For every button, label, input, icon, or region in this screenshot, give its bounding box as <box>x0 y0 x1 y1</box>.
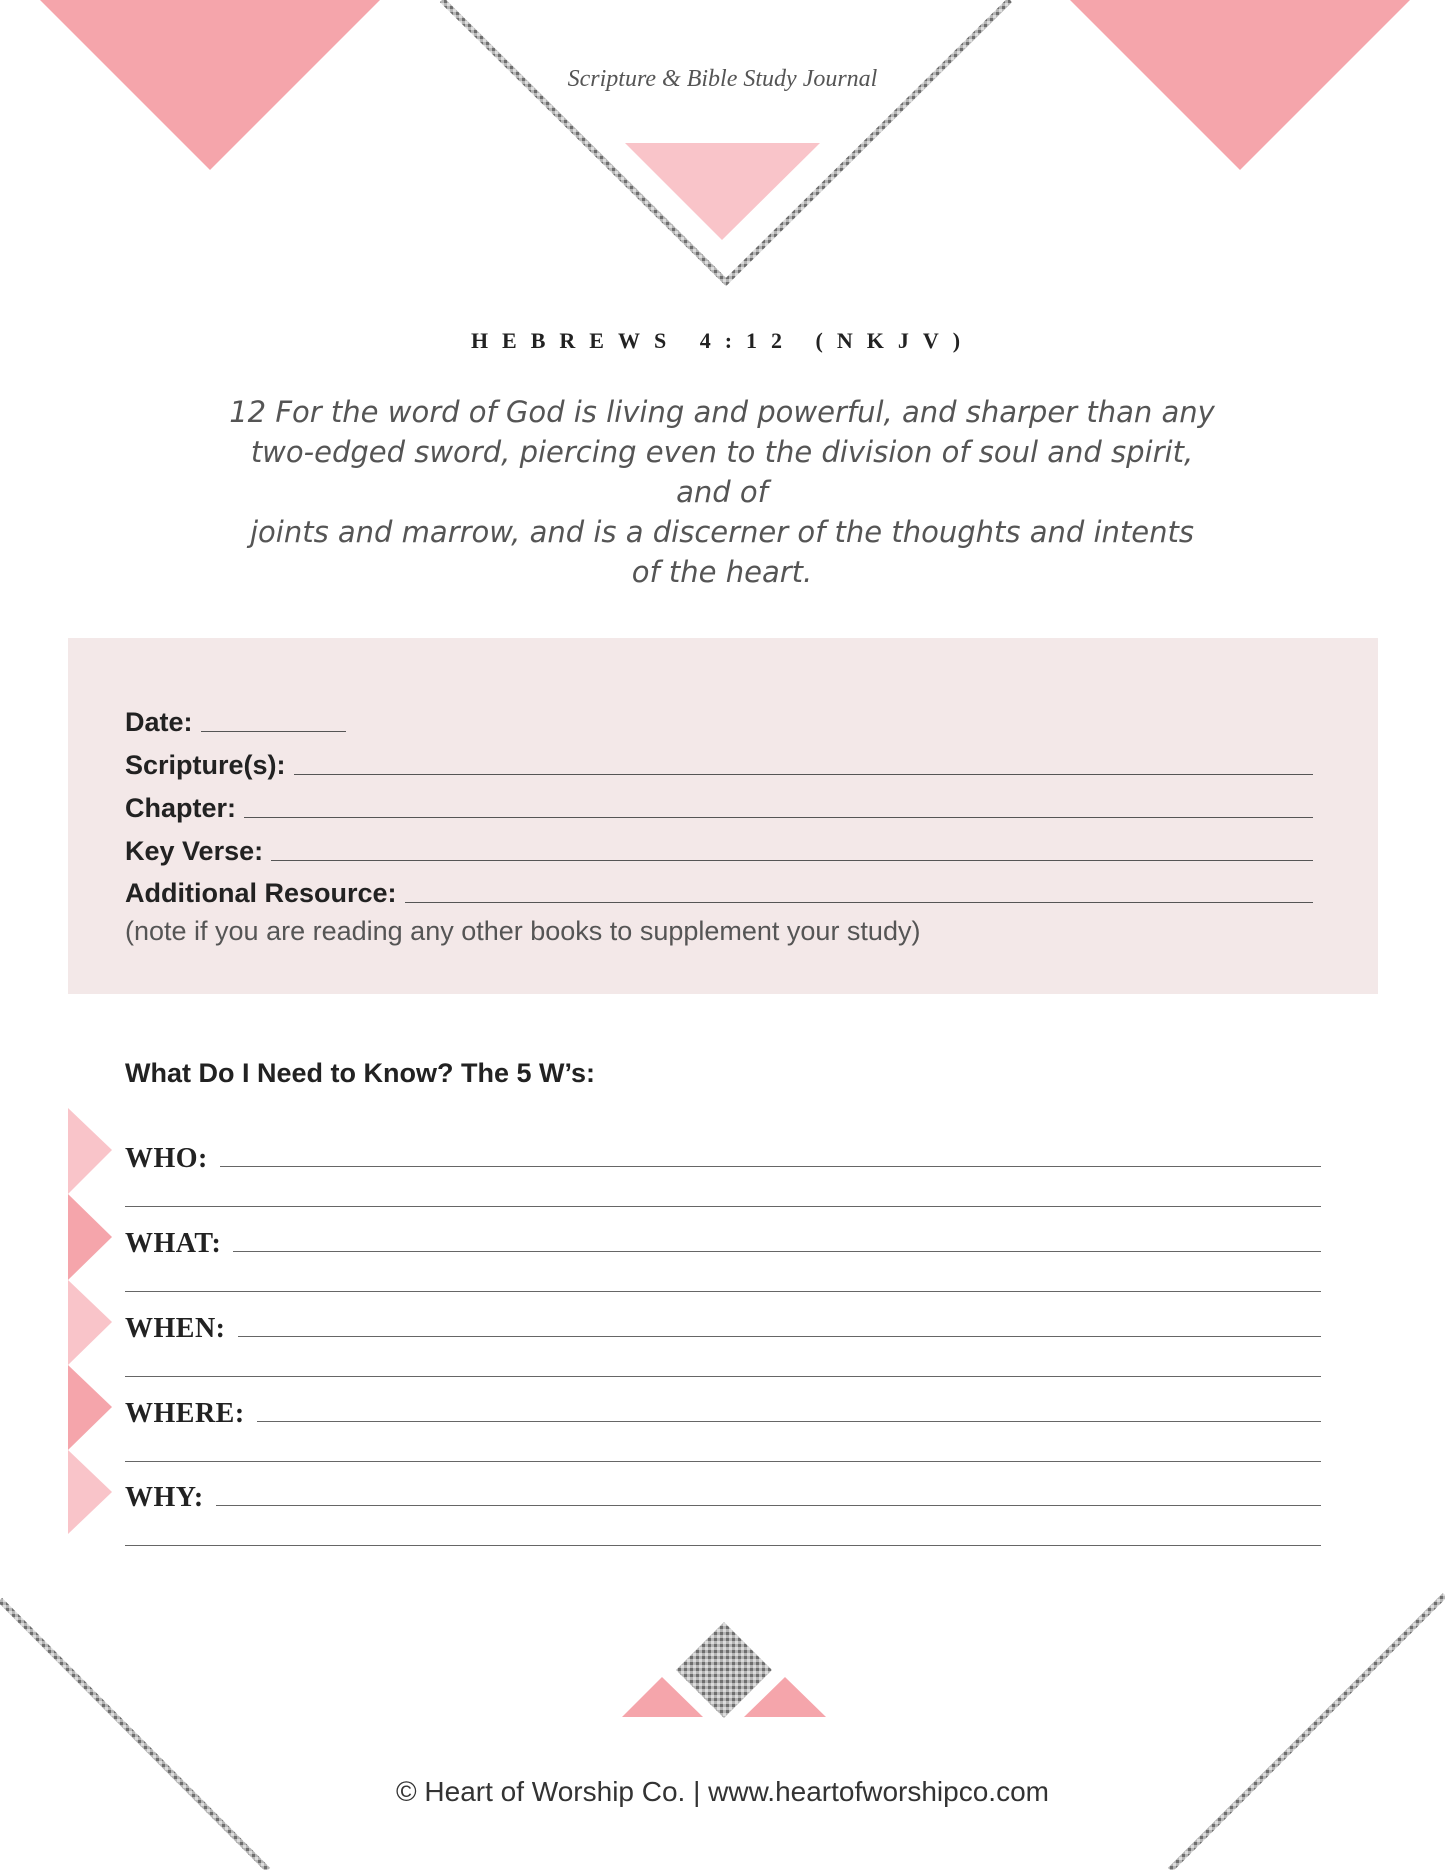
when-marker <box>68 1280 112 1365</box>
bottom-left-small-triangle <box>622 1677 703 1717</box>
verse-text <box>222 392 1222 592</box>
chapter-field[interactable] <box>125 784 1313 824</box>
why-field[interactable] <box>125 1474 1321 1514</box>
when-label: WHEN: <box>125 1313 226 1344</box>
who-field[interactable] <box>125 1135 1321 1175</box>
additional-resource-field[interactable] <box>125 869 1313 909</box>
what-field[interactable] <box>125 1220 1321 1260</box>
when-extra-line[interactable] <box>125 1376 1321 1377</box>
who-label: WHO: <box>125 1143 208 1174</box>
bottom-left-glitter-line <box>0 1600 268 1870</box>
date-label: Date: <box>125 707 193 737</box>
when-field[interactable] <box>125 1305 1321 1345</box>
who-marker <box>68 1108 112 1194</box>
journal-title: Scripture & Bible Study Journal <box>567 66 878 92</box>
where-marker <box>68 1365 112 1450</box>
when-input-line[interactable] <box>238 1336 1322 1337</box>
bottom-glitter-diamond <box>676 1622 772 1718</box>
supplement-note: (note if you are reading any other books to supplement your study) <box>125 916 921 946</box>
who-extra-line[interactable] <box>125 1206 1321 1207</box>
where-input-line[interactable] <box>257 1421 1321 1422</box>
bottom-right-glitter-line <box>1170 1595 1445 1870</box>
scripture-input-line[interactable] <box>294 774 1313 775</box>
chapter-input-line[interactable] <box>244 817 1313 818</box>
bottom-right-small-triangle <box>744 1677 826 1717</box>
key-verse-label: Key Verse: <box>125 836 264 866</box>
date-input-line[interactable] <box>201 731 346 732</box>
scripture-field[interactable] <box>125 741 1313 781</box>
why-label: WHY: <box>125 1482 204 1513</box>
where-field[interactable] <box>125 1390 1321 1430</box>
chapter-label: Chapter: <box>125 793 237 823</box>
why-input-line[interactable] <box>216 1505 1321 1506</box>
key-verse-input-line[interactable] <box>271 860 1313 861</box>
scripture-label: Scripture(s): <box>125 750 286 780</box>
top-center-small-triangle <box>625 143 820 240</box>
verse-line: of the heart. <box>631 555 813 589</box>
verse-line: joints and marrow, and is a discerner of the thoughts and intents <box>249 515 1195 549</box>
why-extra-line[interactable] <box>125 1545 1321 1546</box>
where-label: WHERE: <box>125 1398 245 1429</box>
footer-copyright: © Heart of Worship Co. | www.heartofworshipco.com <box>396 1776 1049 1807</box>
who-input-line[interactable] <box>220 1166 1321 1167</box>
date-field[interactable] <box>125 698 1313 738</box>
verse-line: two-edged sword, piercing even to the division of soul and spirit, and of <box>250 435 1194 509</box>
top-glitter-chevron <box>442 0 1010 282</box>
what-label: WHAT: <box>125 1228 222 1259</box>
additional-resource-input-line[interactable] <box>405 902 1313 903</box>
where-extra-line[interactable] <box>125 1461 1321 1462</box>
verse-line: 12 For the word of God is living and powerful, and sharper than any <box>229 395 1215 429</box>
why-marker <box>68 1450 112 1534</box>
verse-reference: HEBREWS 4:12 (NKJV) <box>470 328 975 353</box>
five-ws-heading: What Do I Need to Know? The 5 W’s: <box>125 1058 595 1088</box>
what-marker <box>68 1194 112 1280</box>
what-input-line[interactable] <box>233 1251 1321 1252</box>
key-verse-field[interactable] <box>125 827 1313 867</box>
what-extra-line[interactable] <box>125 1291 1321 1292</box>
additional-resource-label: Additional Resource: <box>125 878 397 908</box>
